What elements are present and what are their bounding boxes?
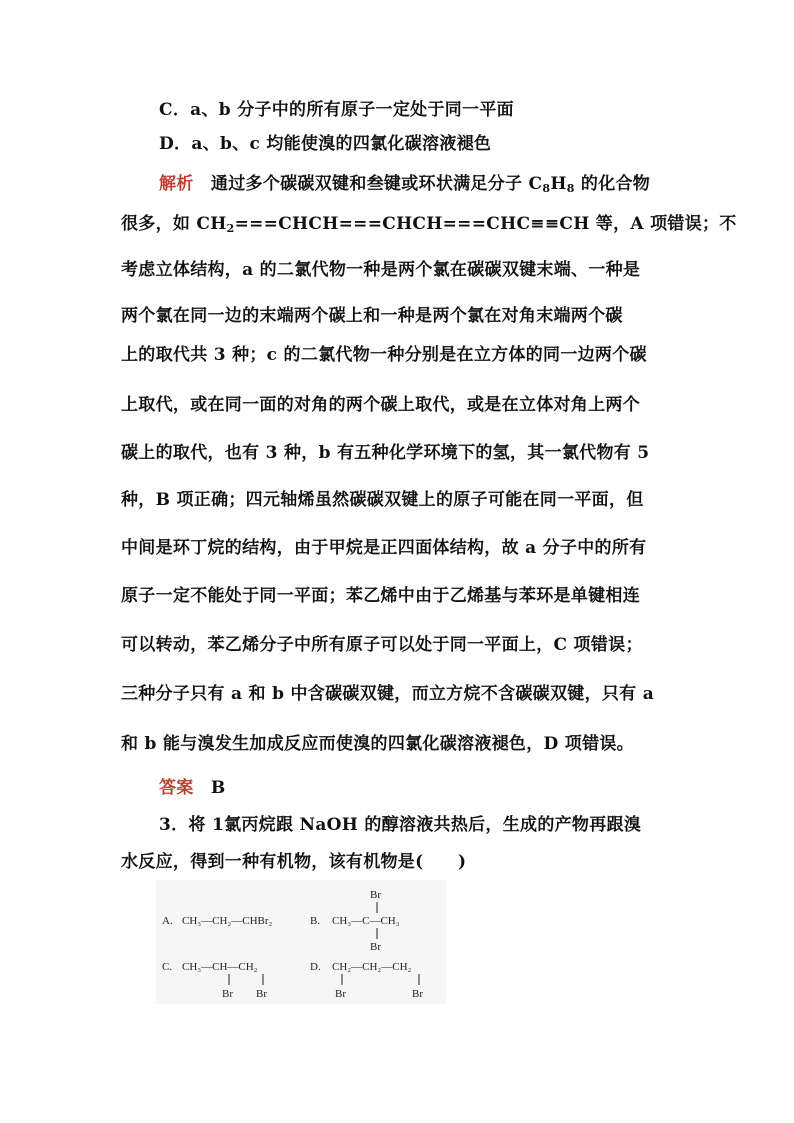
question-3-line-1: 3．将 1氯丙烷跟 NaOH 的醇溶液共热后，生成的产物再跟溴 <box>159 815 642 835</box>
subscript: 8 <box>566 182 575 195</box>
analysis-line-3: 考虑立体结构，a 的二氯代物一种是两个氯在碳碳双键末端、一种是 <box>121 260 641 280</box>
choice-d-label: D. <box>310 961 321 973</box>
choice-c-br-2: Br <box>256 988 267 1000</box>
answer-choices-figure <box>156 880 446 1004</box>
choice-d-br-2: Br <box>412 988 423 1000</box>
choice-b-bottom-br: Br <box>370 941 381 953</box>
analysis-line-10: 原子一定不能处于同一平面；苯乙烯中由于乙烯基与苯环是单键相连 <box>121 586 640 606</box>
answer-line <box>159 776 226 800</box>
choice-a-label: A. <box>162 915 173 927</box>
choice-d-br-1: Br <box>335 988 346 1000</box>
choice-c-br-1: Br <box>222 988 233 1000</box>
choice-a-formula: CH₃—CH₂—CHBr₂ <box>182 915 273 927</box>
choice-b-formula: CH₃—C—CH₃ <box>332 915 400 927</box>
answer-value: B <box>210 778 226 798</box>
answer-label: 答案 <box>159 778 194 798</box>
analysis-line-13: 和 b 能与溴发生加成反应而使溴的四氯化碳溶液褪色，D 项错误。 <box>121 734 634 754</box>
choice-b-top-br: Br <box>370 889 381 901</box>
analysis-label: 解析 <box>159 174 194 194</box>
subscript: 2 <box>226 222 235 235</box>
analysis-line-12: 三种分子只有 a 和 b 中含碳碳双键，而立方烷不含碳碳双键，只有 a <box>121 684 655 704</box>
analysis-line-4: 两个氯在同一边的末端两个碳上和一种是两个氯在对角末端两个碳 <box>121 306 623 326</box>
analysis-line-1 <box>159 172 650 201</box>
choice-b-label: B. <box>310 915 321 927</box>
choice-c-label: C. <box>162 961 173 973</box>
text: H <box>550 174 567 194</box>
choice-d-formula: CH₂—CH₂—CH₂ <box>332 961 412 973</box>
question-3-line-2: 水反应，得到一种有机物，该有机物是( ) <box>121 852 467 872</box>
choice-c-formula: CH₃—CH—CH₂ <box>182 961 258 973</box>
analysis-line-6: 上取代，或在同一面的对角的两个碳上取代，或是在立体对角上两个 <box>121 395 640 415</box>
option-d: D．a、b、c 均能使溴的四氯化碳溶液褪色 <box>159 134 492 154</box>
text: 很多，如 CH <box>121 214 227 234</box>
text: 的化合物 <box>574 174 651 194</box>
analysis-line-5: 上的取代共 3 种；c 的二氯代物一种分别是在立方体的同一边两个碳 <box>121 345 647 365</box>
option-c: C．a、b 分子中的所有原子一定处于同一平面 <box>159 100 514 120</box>
analysis-line-11: 可以转动，苯乙烯分子中所有原子可以处于同一平面上，C 项错误； <box>121 635 643 655</box>
subscript: 8 <box>542 182 551 195</box>
analysis-text-1: 通过多个碳碳双键和叁键或环状满足分子 C <box>210 174 543 194</box>
analysis-line-9: 中间是环丁烷的结构，由于甲烷是正四面体结构，故 a 分子中的所有 <box>121 538 647 558</box>
analysis-line-8: 种，B 项正确；四元轴烯虽然碳碳双键上的原子可能在同一平面，但 <box>121 490 644 510</box>
analysis-line-2 <box>121 212 737 241</box>
text: ===CHCH===CHCH===CHC≡≡CH 等，A 项错误；不 <box>234 214 737 234</box>
analysis-line-7: 碳上的取代，也有 3 种，b 有五种化学环境下的氢，其一氯代物有 5 <box>121 443 650 463</box>
